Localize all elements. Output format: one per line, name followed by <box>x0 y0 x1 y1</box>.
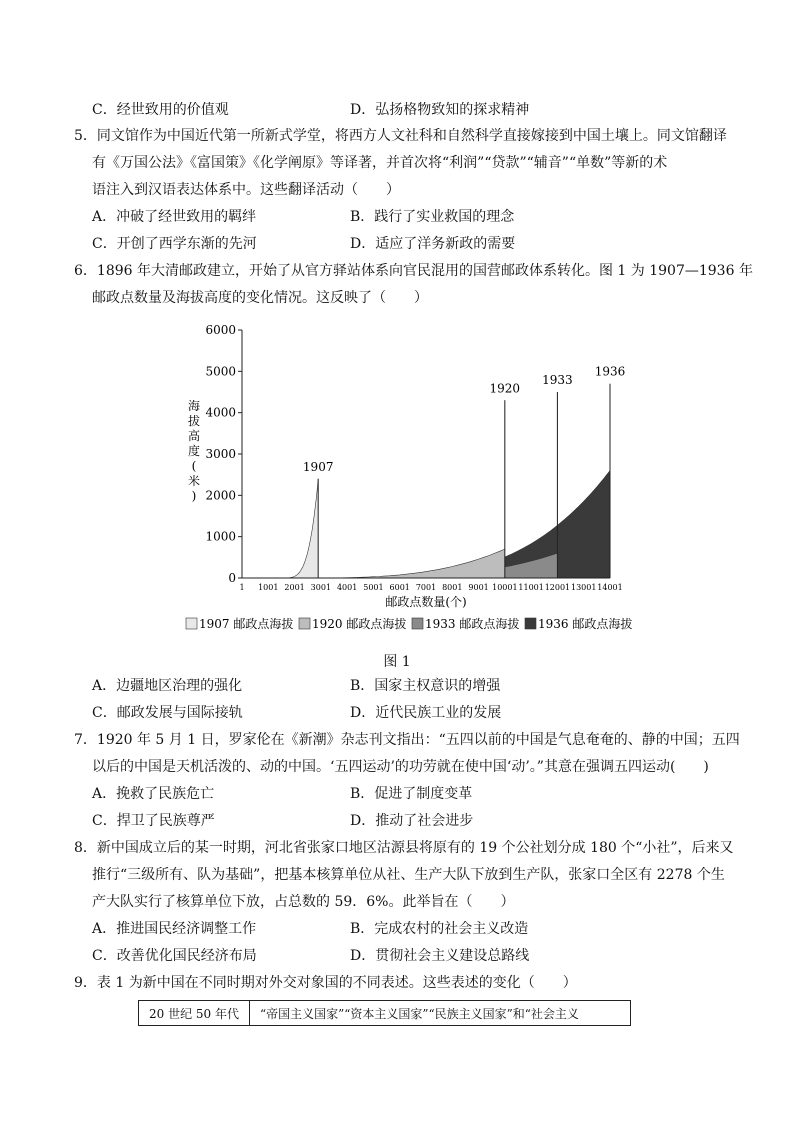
x-tick-label: 12001 <box>544 583 571 592</box>
x-tick-label: 1001 <box>258 583 279 592</box>
legend-label-1907: 1907 邮政点海拔 <box>199 617 294 631</box>
q5-option-a: A．冲破了经世致用的羁绊 <box>92 209 257 225</box>
y-axis-label-char: 拔 <box>187 414 201 428</box>
x-tick-label: 10001 <box>492 583 518 592</box>
q6-option-c: C．邮政发展与国际接轨 <box>92 705 243 721</box>
q7-stem-line-2: 以后的中国是天机活泼的、动的中国。‘五四运动’的功劳就在使中国‘动’。”其意在强调五四运动( ) <box>92 759 709 775</box>
q8-option-a: A．推进国民经济调整工作 <box>92 921 257 937</box>
x-tick-label: 11001 <box>518 583 544 592</box>
q8-option-d: D．贯彻社会主义建设总路线 <box>350 948 530 964</box>
y-tick-label: 6000 <box>205 323 236 337</box>
q8-stem-line-2: 推行“三级所有、队为基础”，把基本核算单位从社、生产大队下放到生产队，张家口全区有 2278 个生 <box>92 867 725 883</box>
q7-option-a: A．挽救了民族危亡 <box>92 786 215 802</box>
x-tick-label: 1 <box>239 583 245 592</box>
legend-label-1933: 1933 邮政点海拔 <box>425 617 520 631</box>
q4-option-c: C．经世致用的价值观 <box>92 102 229 118</box>
q9-stem: 9．表 1 为新中国在不同时期对外交对象国的不同表述。这些表述的变化（ ） <box>74 975 577 991</box>
q5-stem-line-1: 5．同文馆作为中国近代第一所新式学堂，将西方人文社科和自然科学直接嫁接到中国土壤上。同文馆翻译 <box>74 128 727 144</box>
table-1 <box>138 1000 631 1026</box>
q5-stem-line-3: 语注入到汉语表达体系中。这些翻译活动（ ） <box>92 182 400 198</box>
y-tick-label: 4000 <box>205 405 236 420</box>
q4-option-d: D．弘扬格物致知的探求精神 <box>350 102 530 118</box>
q5-option-d: D．适应了洋务新政的需要 <box>350 236 516 252</box>
x-tick-label: 7001 <box>415 583 437 592</box>
series-label-1936: 1936 <box>594 364 626 379</box>
altitude-chart <box>180 316 640 641</box>
q6-stem-line-2: 邮政点数量及海拔高度的变化情况。这反映了（ ） <box>92 290 428 306</box>
y-axis-label-char: 米 <box>187 474 201 488</box>
series-label-1920: 1920 <box>489 381 521 396</box>
q7-option-c: C．捍卫了民族尊严 <box>92 813 215 829</box>
q6-stem-line-1: 6．1896 年大清邮政建立，开始了从官方驿站体系向官民混用的国营邮政体系转化。图 1 为 1907—1936 年 <box>74 263 753 279</box>
x-tick-label: 3001 <box>310 583 332 592</box>
q8-stem-line-1: 8．新中国成立后的某一时期，河北省张家口地区沽源县将原有的 19 个公社划分成 180 个“小社”，后来又 <box>74 840 734 856</box>
series-area-1936 <box>347 384 610 578</box>
legend-label-1920: 1920 邮政点海拔 <box>312 617 407 631</box>
q7-stem-line-1: 7．1920 年 5 月 1 日，罗家伦在《新潮》杂志刊文指出：“五四以前的中国是气息奄奄的、静的中国；五四 <box>74 732 740 748</box>
y-tick-label: 0 <box>228 571 236 585</box>
q6-option-d: D．近代民族工业的发展 <box>350 705 502 721</box>
x-tick-label: 4001 <box>336 583 358 592</box>
x-tick-label: 8001 <box>442 583 463 592</box>
series-area-1920 <box>295 400 505 578</box>
y-tick-label: 1000 <box>205 529 236 544</box>
x-axis-label: 邮政点数量(个) <box>385 595 467 609</box>
y-axis-label-char: ( <box>191 459 197 473</box>
y-tick-label: 2000 <box>205 488 236 503</box>
y-tick-label: 5000 <box>205 364 236 379</box>
x-tick-label: 14001 <box>597 583 623 592</box>
x-tick-label: 6001 <box>389 583 410 592</box>
series-label-1907: 1907 <box>302 459 334 474</box>
legend-label-1936: 1936 邮政点海拔 <box>538 617 633 631</box>
y-tick-label: 3000 <box>205 447 236 461</box>
figure-caption: 图 1 <box>383 654 411 670</box>
x-tick-label: 5001 <box>363 583 384 592</box>
series-label-1933: 1933 <box>542 373 573 387</box>
y-axis-label-char: ) <box>191 489 197 503</box>
q5-stem-line-2: 有《万国公法》《富国策》《化学阐原》等译著，并首次将“利润”“贷款”“辅音”“单数”等新的术 <box>92 155 668 171</box>
q6-option-a: A．边疆地区治理的强化 <box>92 678 243 694</box>
table-cell-period: 20 世纪 50 年代 <box>139 1001 250 1026</box>
q7-option-b: B．促进了制度变革 <box>350 786 473 802</box>
q8-option-b: B．完成农村的社会主义改造 <box>350 921 529 937</box>
legend-swatch-1936 <box>525 618 536 629</box>
q5-option-b: B．践行了实业救国的理念 <box>350 209 515 225</box>
y-axis-label-char: 度 <box>187 444 201 458</box>
table-cell-description: “帝国主义国家”“资本主义国家”“民族主义国家”和“社会主义 <box>249 1001 630 1026</box>
q6-option-b: B．国家主权意识的增强 <box>350 678 501 694</box>
legend-swatch-1933 <box>412 618 423 629</box>
x-tick-label: 9001 <box>468 583 489 592</box>
q8-stem-line-3: 产大队实行了核算单位下放，占总数的 59．6%。此举旨在（ ） <box>92 894 515 910</box>
table-row <box>139 1001 631 1026</box>
legend-swatch-1907 <box>186 618 197 629</box>
y-axis-label-char: 海 <box>187 399 201 413</box>
legend-swatch-1920 <box>299 618 310 629</box>
q7-option-d: D．推动了社会进步 <box>350 813 474 829</box>
x-tick-label: 2001 <box>284 583 305 592</box>
q8-option-c: C．改善优化国民经济布局 <box>92 948 257 964</box>
q5-option-c: C．开创了西学东渐的先河 <box>92 236 257 252</box>
altitude-chart-svg <box>180 316 640 641</box>
x-tick-label: 13001 <box>570 583 597 592</box>
y-axis-label-char: 高 <box>187 429 201 443</box>
series-area-1907 <box>281 479 318 578</box>
